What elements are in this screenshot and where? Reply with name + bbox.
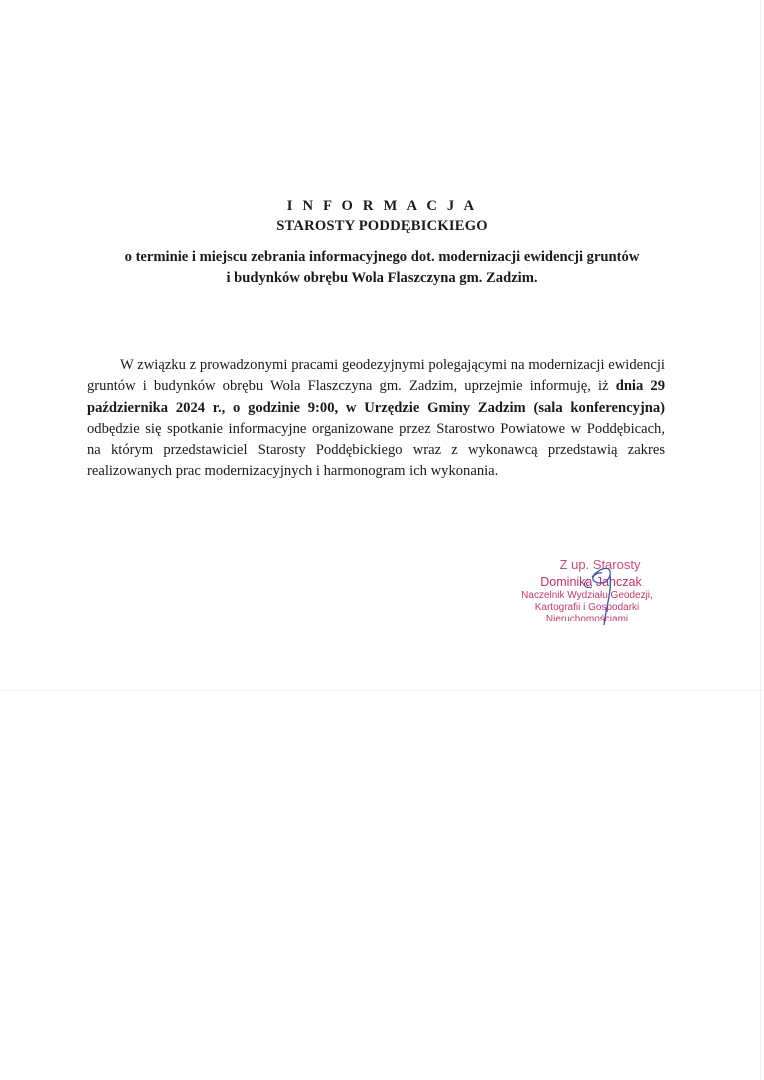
page-edge-shadow bbox=[760, 0, 761, 1080]
stamp-position-line-1: Naczelnik Wydziału Geodezji, bbox=[521, 590, 653, 601]
stamp-name: Dominika Janczak bbox=[540, 575, 642, 589]
body-paragraph bbox=[87, 355, 665, 483]
stamp-position-line-2: Kartografii i Gospodarki bbox=[534, 602, 640, 613]
body-text-meeting-details: dnia 29 października 2024 r., o godzinie 9:00, w Urzędzie Gminy Zadzim (sala konferencyjna) bbox=[87, 378, 665, 416]
topic-line-1: o terminie i miejscu zebrania informacyjnego dot. modernizacji ewidencji gruntów bbox=[124, 249, 640, 265]
document-heading bbox=[60, 196, 704, 289]
handwritten-signature bbox=[570, 563, 630, 629]
document-subtitle: STAROSTY PODDĘBICKIEGO bbox=[276, 218, 488, 234]
stamp-authorization: Z up. Starosty bbox=[559, 557, 641, 572]
topic-line-2: i budynków obrębu Wola Flaszczyna gm. Zadzim. bbox=[226, 270, 538, 286]
body-text-part-2: odbędzie się spotkanie informacyjne organizowane przez Starostwo Powiatowe w Poddębicach, na którym przedstawiciel Starosty Poddębickiego wraz z wykonawcą przedstawią zakres realizowanych prac modernizacyjnych i harmonogram ich wykonania. bbox=[87, 420, 665, 480]
stamp-position-line-3: Nieruchomościami bbox=[545, 614, 629, 621]
body-text-part-1: W związku z prowadzonymi pracami geodezyjnymi polegającymi na modernizacji ewidencji gruntów i budynków obrębu Wola Flaszczyna gm. Zadzim, uprzejmie informuję, iż bbox=[87, 357, 665, 395]
document-topic bbox=[60, 247, 704, 289]
scan-fold-line bbox=[0, 690, 764, 691]
document-title: I N F O R M A C J A bbox=[286, 198, 478, 214]
